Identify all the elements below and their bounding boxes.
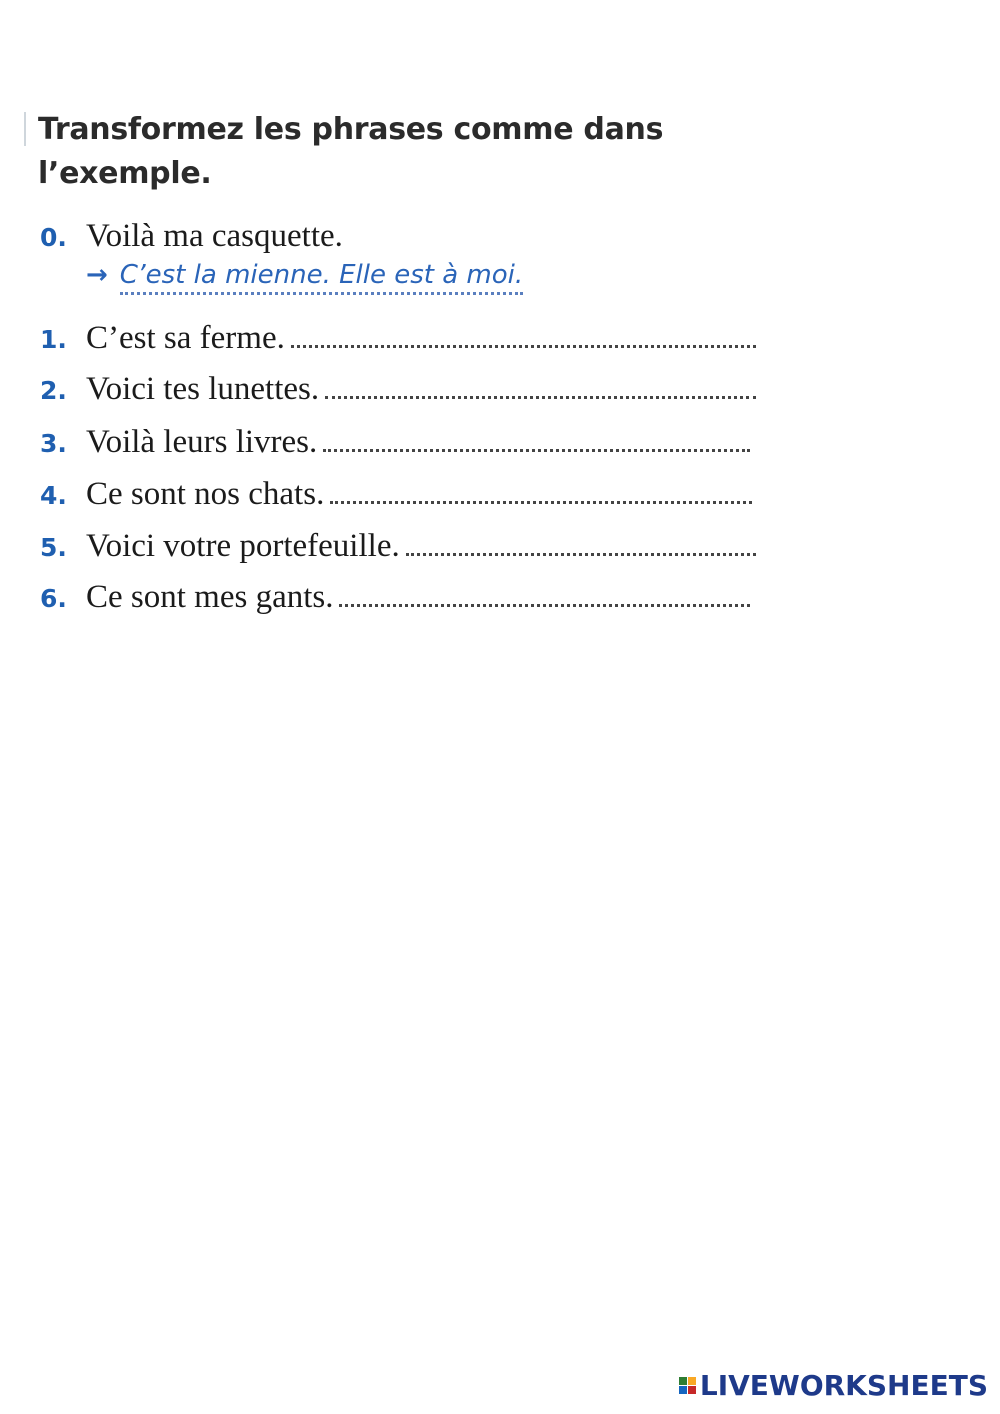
- logo-cell: [688, 1386, 696, 1394]
- example-answer: [86, 260, 523, 295]
- exercise-item-6: [40, 575, 750, 619]
- exercise-instruction: [38, 108, 678, 196]
- item-number: 3.: [40, 429, 67, 458]
- exercise-item-3: [40, 420, 750, 464]
- item-number: 1.: [40, 325, 67, 354]
- instruction-margin-bar: [24, 112, 26, 146]
- liveworksheets-logo-icon: [679, 1377, 696, 1394]
- brand-name: LIVEWORKSHEETS: [699, 1369, 988, 1402]
- example-item: [40, 214, 343, 258]
- answer-blank-3[interactable]: [323, 449, 750, 452]
- logo-cell: [688, 1377, 696, 1385]
- example-number: 0.: [40, 223, 67, 252]
- logo-cell: [679, 1386, 687, 1394]
- item-sentence: Voilà leurs livres.: [86, 424, 318, 460]
- item-number: 4.: [40, 481, 67, 510]
- exercise-item-2: [40, 367, 756, 411]
- answer-blank-2[interactable]: [325, 396, 756, 399]
- item-sentence: Voici votre portefeuille.: [86, 528, 400, 564]
- liveworksheets-brand: [679, 1369, 988, 1402]
- item-number: 6.: [40, 584, 67, 613]
- exercise-item-4: [40, 472, 752, 516]
- example-sentence: Voilà ma casquette.: [86, 218, 343, 254]
- item-number: 2.: [40, 376, 67, 405]
- instruction-line-2: l’exemple.: [38, 156, 212, 191]
- item-sentence: C’est sa ferme.: [86, 320, 285, 356]
- answer-blank-6[interactable]: [339, 604, 750, 607]
- logo-cell: [679, 1377, 687, 1385]
- answer-blank-1[interactable]: [291, 345, 756, 348]
- example-answer-text: C’est la mienne. Elle est à moi.: [120, 260, 523, 295]
- item-number: 5.: [40, 533, 67, 562]
- instruction-line-1: Transformez les phrases comme dans: [38, 112, 664, 147]
- item-sentence: Voici tes lunettes.: [86, 371, 320, 407]
- item-sentence: Ce sont mes gants.: [86, 579, 334, 615]
- arrow-right-icon: →: [86, 260, 108, 290]
- exercise-item-5: [40, 524, 756, 568]
- answer-blank-5[interactable]: [406, 553, 756, 556]
- item-sentence: Ce sont nos chats.: [86, 476, 325, 512]
- answer-blank-4[interactable]: [330, 501, 752, 504]
- exercise-item-1: [40, 316, 756, 360]
